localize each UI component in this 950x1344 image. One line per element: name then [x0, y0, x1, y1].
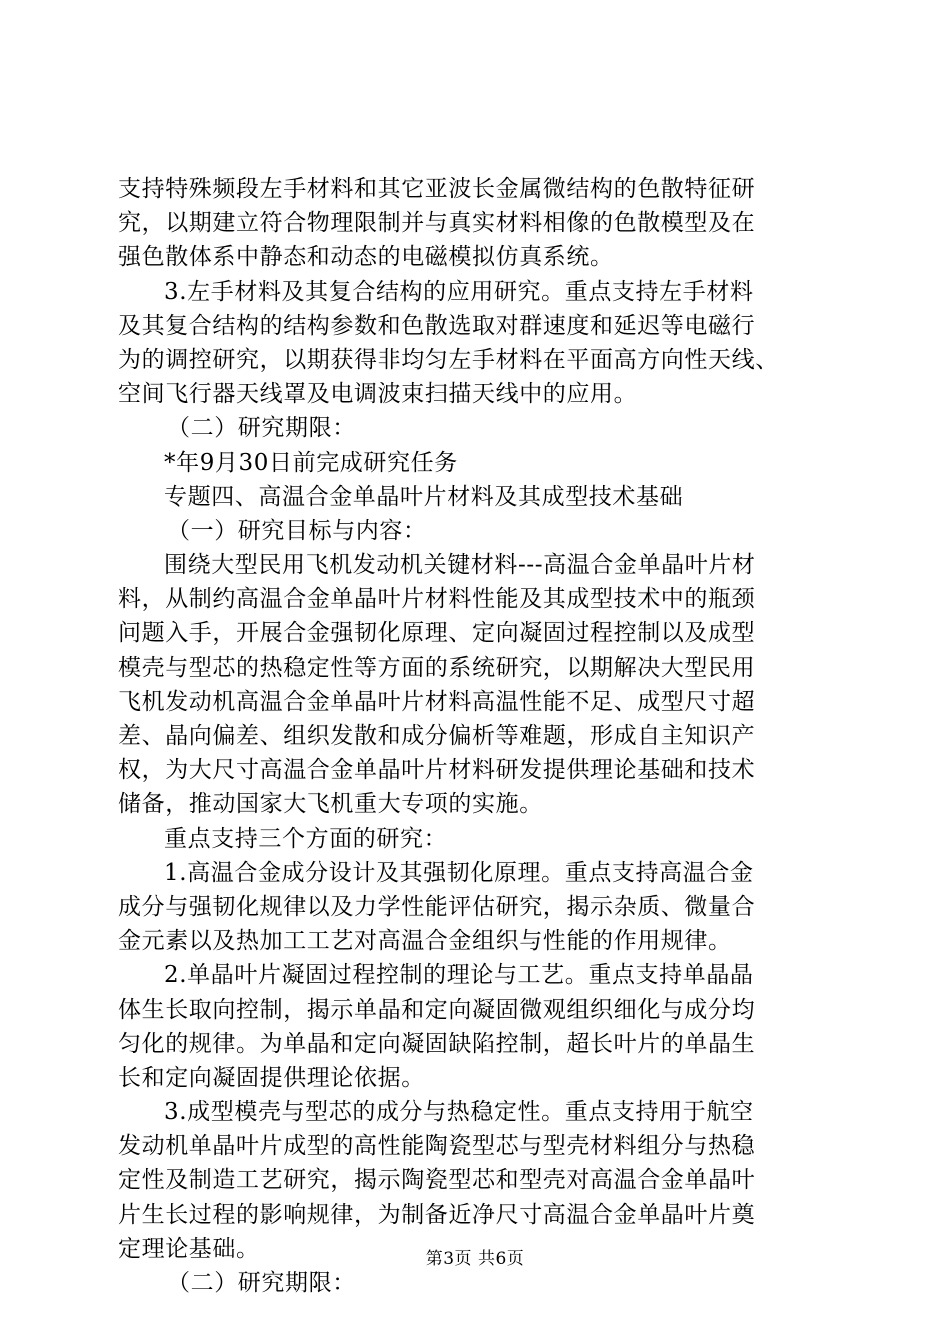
- text-line: 权，为大尺寸高温合金单晶叶片材料研发提供理论基础和技术: [118, 757, 756, 784]
- text-line: 料，从制约高温合金单晶叶片材料性能及其成型技术中的瓶颈: [118, 586, 756, 613]
- text-line: 空间飞行器天线罩及电调波束扫描天线中的应用。: [118, 381, 638, 408]
- text-line: 2.单晶叶片凝固过程控制的理论与工艺。重点支持单晶晶: [164, 962, 754, 989]
- text-line: （二）研究期限：: [167, 415, 356, 442]
- text-line: 围绕大型民用飞机发动机关键材料---高温合金单晶叶片材: [164, 552, 756, 579]
- text-line: *年9月30日前完成研究任务: [164, 449, 458, 476]
- text-line: 专题四、高温合金单晶叶片材料及其成型技术基础: [164, 483, 684, 510]
- document-body: [118, 172, 832, 1300]
- text-line: 3.左手材料及其复合结构的应用研究。重点支持左手材料: [164, 278, 754, 305]
- text-line: 1.高温合金成分设计及其强韧化原理。重点支持高温合金: [164, 859, 754, 886]
- text-line: 为的调控研究，以期获得非均匀左手材料在平面高方向性天线、: [118, 346, 779, 373]
- text-line: 定理论基础。: [118, 1235, 260, 1262]
- text-line: 发动机单晶叶片成型的高性能陶瓷型芯与型壳材料组分与热稳: [118, 1133, 756, 1160]
- text-line: 模壳与型芯的热稳定性等方面的系统研究，以期解决大型民用: [118, 654, 756, 681]
- text-line: 问题入手，开展合金强韧化原理、定向凝固过程控制以及成型: [118, 620, 756, 647]
- text-line: （二）研究期限：: [167, 1270, 356, 1296]
- text-line: 强色散体系中静态和动态的电磁模拟仿真系统。: [118, 244, 614, 271]
- text-line: 储备，推动国家大飞机重大专项的实施。: [118, 791, 543, 818]
- page-footer: 第3页 共6页: [425, 1249, 525, 1269]
- text-line: 重点支持三个方面的研究：: [164, 825, 448, 852]
- text-line: 金元素以及热加工工艺对高温合金组织与性能的作用规律。: [118, 928, 732, 955]
- text-line: 片生长过程的影响规律，为制备近净尺寸高温合金单晶叶片奠: [118, 1201, 756, 1228]
- text-line: 究，以期建立符合物理限制并与真实材料相像的色散模型及在: [118, 210, 756, 237]
- text-line: 支持特殊频段左手材料和其它亚波长金属微结构的色散特征研: [118, 176, 756, 202]
- text-line: 3.成型模壳与型芯的成分与热稳定性。重点支持用于航空: [164, 1099, 754, 1126]
- text-line: 长和定向凝固提供理论依据。: [118, 1064, 425, 1091]
- text-line: （一）研究目标与内容：: [167, 517, 427, 544]
- text-line: 体生长取向控制，揭示单晶和定向凝固微观组织细化与成分均: [118, 996, 756, 1023]
- text-line: 及其复合结构的结构参数和色散选取对群速度和延迟等电磁行: [118, 312, 756, 339]
- text-line: 差、晶向偏差、组织发散和成分偏析等难题，形成自主知识产: [118, 723, 756, 749]
- text-line: 成分与强韧化规律以及力学性能评估研究，揭示杂质、微量合: [118, 893, 756, 920]
- text-line: 定性及制造工艺研究，揭示陶瓷型芯和型壳对高温合金单晶叶: [118, 1167, 756, 1194]
- text-line: 飞机发动机高温合金单晶叶片材料高温性能不足、成型尺寸超: [118, 688, 756, 715]
- text-line: 匀化的规律。为单晶和定向凝固缺陷控制，超长叶片的单晶生: [118, 1030, 756, 1057]
